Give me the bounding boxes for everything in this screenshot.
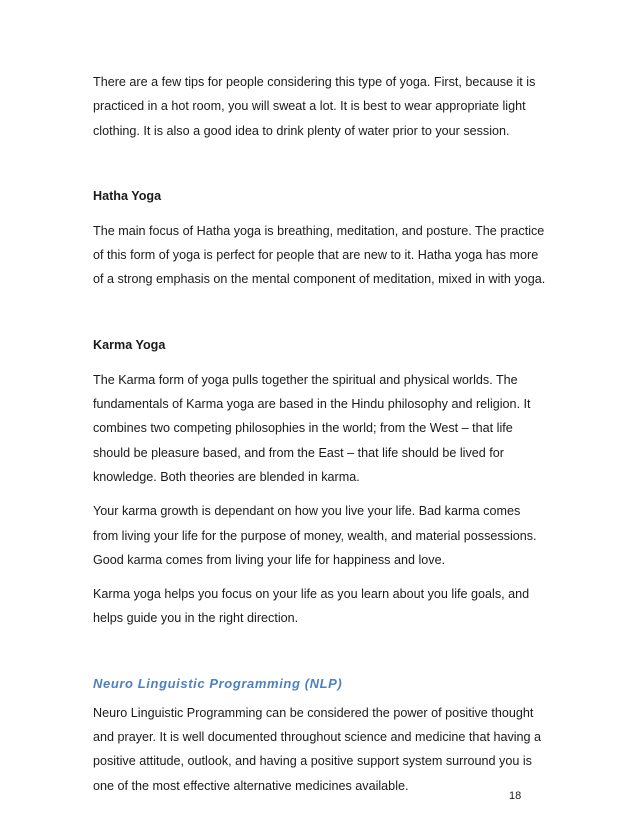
nlp-heading: Neuro Linguistic Programming (NLP) (93, 675, 343, 691)
karma-line: should be pleasure based, and from the East – that life should be lived for (93, 445, 504, 460)
karma-line: knowledge. Both theories are blended in karma. (93, 469, 360, 484)
nlp-line: one of the most effective alternative medicines available. (93, 778, 409, 793)
karma-yoga-paragraph-2 (93, 499, 553, 572)
karma-line: Karma yoga helps you focus on your life as you learn about you life goals, and (93, 587, 530, 602)
hatha-line: The main focus of Hatha yoga is breathing, meditation, and posture. The practice (93, 223, 545, 238)
karma-yoga-paragraph-3 (93, 582, 553, 631)
intro-line: There are a few tips for people considering this type of yoga. First, because it is (93, 75, 536, 89)
intro-line: clothing. It is also a good idea to drink plenty of water prior to your session. (93, 123, 510, 138)
hatha-line: of this form of yoga is perfect for people that are new to it. Hatha yoga has more (93, 248, 539, 263)
intro-line: practiced in a hot room, you will sweat a lot. It is best to wear appropriate light (93, 99, 526, 114)
document-page (93, 70, 553, 808)
hatha-yoga-paragraph (93, 219, 553, 292)
intro-paragraph (93, 70, 553, 143)
nlp-line: and prayer. It is well documented throughout science and medicine that having a (93, 730, 542, 745)
hatha-yoga-heading: Hatha Yoga (93, 188, 162, 203)
karma-yoga-heading: Karma Yoga (93, 337, 166, 352)
karma-line: Good karma comes from living your life for happiness and love. (93, 552, 446, 567)
nlp-line: Neuro Linguistic Programming can be considered the power of positive thought (93, 705, 534, 720)
karma-line: combines two competing philosophies in the world; from the West – that life (93, 421, 513, 436)
page-number: 18 (509, 790, 522, 802)
karma-line: The Karma form of yoga pulls together the spiritual and physical worlds. The (93, 372, 518, 387)
karma-yoga-paragraph-1 (93, 368, 553, 489)
nlp-paragraph (93, 701, 553, 798)
karma-line: from living your life for the purpose of money, wealth, and material possessions. (93, 528, 537, 543)
karma-line: fundamentals of Karma yoga are based in the Hindu philosophy and religion. It (93, 397, 531, 412)
karma-line: Your karma growth is dependant on how you live your life. Bad karma comes (93, 504, 521, 519)
hatha-line: of a strong emphasis on the mental component of meditation, mixed in with yoga. (93, 272, 546, 287)
karma-line: helps guide you in the right direction. (93, 611, 299, 626)
nlp-line: positive attitude, outlook, and having a positive support system surround you is (93, 754, 532, 769)
